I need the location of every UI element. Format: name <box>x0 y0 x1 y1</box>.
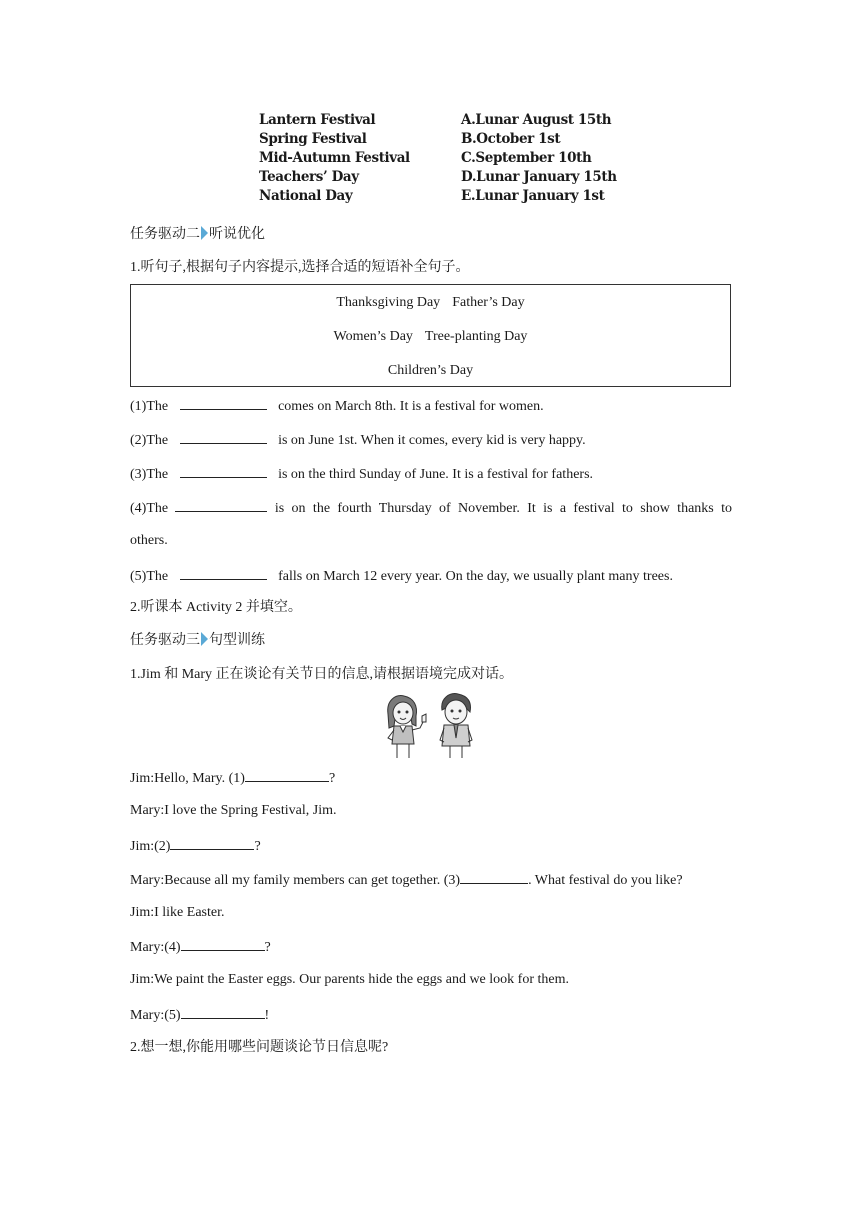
phrase: Thanksgiving Day <box>336 295 441 310</box>
task3-q2: 2.想一想,你能用哪些问题谈论节日信息呢? <box>130 1040 389 1055</box>
sentence-number: (3)The <box>130 467 169 482</box>
sentence-text: falls on March 12 every year. On the day, we usually plant many trees. <box>278 569 673 584</box>
phrase: Father’s Day <box>452 295 525 310</box>
dialogue-text: Jim:We paint the Easter eggs. Our parents hide the eggs and we look for them. <box>130 972 569 987</box>
task2-heading-prefix: 任务驱动二 <box>130 227 200 242</box>
sentence-3 <box>130 463 732 485</box>
phrase: Women’s Day <box>333 329 413 344</box>
task2-q1-instruction: 1.听句子,根据句子内容提示,选择合适的短语补全句子。 <box>130 260 470 275</box>
sentence-text: is on June 1st. When it comes, every kid is very happy. <box>278 433 586 448</box>
dialogue-line-2 <box>130 801 732 821</box>
dialogue-line-4 <box>130 869 732 891</box>
kids-illustration-icon <box>380 692 478 760</box>
date-item: D.Lunar January 15th <box>461 169 617 185</box>
dialogue-text: Mary:Because all my family members can get together. (3) <box>130 873 461 888</box>
task3-heading <box>130 631 732 651</box>
dialogue-line-1 <box>130 767 732 789</box>
dialogue-text: Jim:Hello, Mary. (1) <box>130 771 245 786</box>
sentence-4 <box>130 497 732 519</box>
task2-heading <box>130 225 732 245</box>
sentence-number: (1)The <box>130 399 169 414</box>
sentence-1 <box>130 395 732 417</box>
sentence-number: (4)The <box>130 501 169 516</box>
sentence-number: (2)The <box>130 433 169 448</box>
dialogue-line-5 <box>130 903 732 923</box>
festival-item: Lantern Festival <box>259 112 376 128</box>
task3-heading-suffix: 句型训练 <box>209 633 265 648</box>
answer-blank[interactable] <box>180 463 267 478</box>
answer-blank[interactable] <box>180 395 267 410</box>
sentence-4-continued: others. <box>130 533 168 548</box>
answer-blank[interactable] <box>175 497 267 512</box>
sentence-text: is on the fourth Thursday of November. It is a festival to show thanks to <box>274 501 732 516</box>
phrase: Children’s Day <box>387 363 474 378</box>
phrase-row <box>131 361 730 381</box>
phrase: Tree-planting Day <box>424 329 528 344</box>
arrow-icon <box>201 632 208 646</box>
answer-blank[interactable] <box>460 869 528 884</box>
sentence-2 <box>130 429 732 451</box>
dialogue-text: Mary:(5) <box>130 1008 181 1023</box>
date-item: C.September 10th <box>461 150 592 166</box>
answer-blank[interactable] <box>245 767 329 782</box>
dialogue-text: Mary:(4) <box>130 940 181 955</box>
festival-item: National Day <box>259 188 353 204</box>
dialogue-line-8 <box>130 1004 732 1026</box>
dialogue-punct: ? <box>264 940 271 955</box>
date-column <box>461 111 617 206</box>
festival-item: Mid-Autumn Festival <box>259 150 410 166</box>
phrase-box <box>130 284 731 387</box>
sentence-text: comes on March 8th. It is a festival for women. <box>278 399 544 414</box>
phrase-row <box>131 327 730 347</box>
answer-blank[interactable] <box>181 1004 265 1019</box>
date-item: A.Lunar August 15th <box>461 112 612 128</box>
answer-blank[interactable] <box>181 936 265 951</box>
task2-heading-suffix: 听说优化 <box>209 227 265 242</box>
sentence-number: (5)The <box>130 569 169 584</box>
task3-heading-prefix: 任务驱动三 <box>130 633 200 648</box>
dialogue-punct: ! <box>264 1008 270 1023</box>
answer-blank[interactable] <box>180 429 267 444</box>
dialogue-line-6 <box>130 936 732 958</box>
sentence-5 <box>130 565 732 587</box>
answer-blank[interactable] <box>180 565 267 580</box>
answer-blank[interactable] <box>170 835 254 850</box>
dialogue-text: Jim:(2) <box>130 839 171 854</box>
date-item: E.Lunar January 1st <box>461 188 605 204</box>
festival-column <box>259 111 410 206</box>
dialogue-text: . What festival do you like? <box>528 873 683 888</box>
dialogue-text: Mary:I love the Spring Festival, Jim. <box>130 803 337 818</box>
phrase-row <box>131 293 730 313</box>
dialogue-line-7 <box>130 970 732 990</box>
festival-item: Teachers’ Day <box>259 169 359 185</box>
festival-item: Spring Festival <box>259 131 367 147</box>
task3-q1-instruction: 1.Jim 和 Mary 正在谈论有关节日的信息,请根据语境完成对话。 <box>130 667 514 682</box>
dialogue-punct: ? <box>254 839 261 854</box>
dialogue-text: Jim:I like Easter. <box>130 905 225 920</box>
task2-q2: 2.听课本 Activity 2 并填空。 <box>130 600 302 615</box>
dialogue-line-3 <box>130 835 732 857</box>
dialogue-punct: ? <box>328 771 336 786</box>
date-item: B.October 1st <box>461 131 561 147</box>
arrow-icon <box>201 226 208 240</box>
sentence-text: is on the third Sunday of June. It is a festival for fathers. <box>278 467 594 482</box>
